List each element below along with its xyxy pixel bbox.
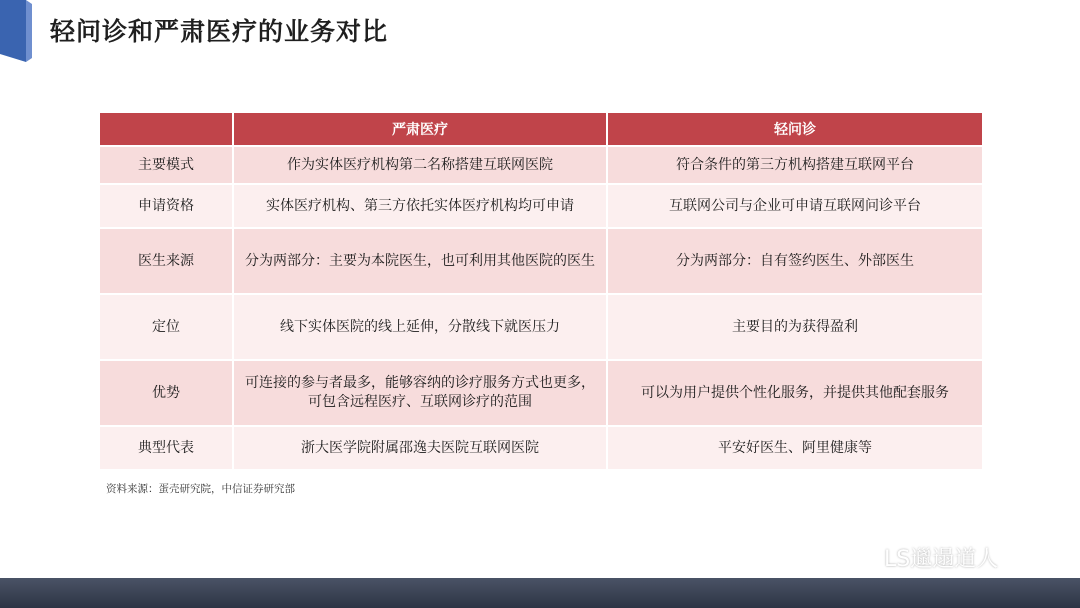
table-header-row bbox=[99, 112, 983, 146]
cell-serious: 浙大医学院附属邵逸夫医院互联网医院 bbox=[233, 426, 607, 470]
cell-light: 互联网公司与企业可申请互联网问诊平台 bbox=[607, 184, 983, 228]
cell-light: 主要目的为获得盈利 bbox=[607, 294, 983, 360]
watermark-text: LS邋遢道人 bbox=[884, 547, 999, 572]
cell-serious: 线下实体医院的线上延伸，分散线下就医压力 bbox=[233, 294, 607, 360]
table-row bbox=[99, 294, 983, 360]
header-cell-serious-medical: 严肃医疗 bbox=[233, 112, 607, 146]
table-row bbox=[99, 146, 983, 184]
row-label: 申请资格 bbox=[99, 184, 233, 228]
row-label: 主要模式 bbox=[99, 146, 233, 184]
cell-serious: 作为实体医疗机构第二名称搭建互联网医院 bbox=[233, 146, 607, 184]
cell-serious: 分为两部分：主要为本院医生，也可利用其他医院的医生 bbox=[233, 228, 607, 294]
cell-light: 平安好医生、阿里健康等 bbox=[607, 426, 983, 470]
table-row bbox=[99, 360, 983, 426]
table-row bbox=[99, 426, 983, 470]
cell-light: 分为两部分：自有签约医生、外部医生 bbox=[607, 228, 983, 294]
comparison-table bbox=[98, 111, 984, 471]
cell-light: 可以为用户提供个性化服务，并提供其他配套服务 bbox=[607, 360, 983, 426]
bottom-bar bbox=[0, 578, 1080, 608]
row-label: 优势 bbox=[99, 360, 233, 426]
row-label: 医生来源 bbox=[99, 228, 233, 294]
wechat-icon bbox=[850, 546, 878, 570]
header-cell-light-consult: 轻问诊 bbox=[607, 112, 983, 146]
page-title: 轻问诊和严肃医疗的业务对比 bbox=[50, 17, 389, 46]
cell-light: 符合条件的第三方机构搭建互联网平台 bbox=[607, 146, 983, 184]
corner-ribbon-icon bbox=[0, 0, 36, 62]
cell-serious: 实体医疗机构、第三方依托实体医疗机构均可申请 bbox=[233, 184, 607, 228]
row-label: 典型代表 bbox=[99, 426, 233, 470]
header-cell-empty bbox=[99, 112, 233, 146]
row-label: 定位 bbox=[99, 294, 233, 360]
source-note: 资料来源：蛋壳研究院，中信证券研究部 bbox=[106, 483, 295, 495]
table-row bbox=[99, 228, 983, 294]
watermark bbox=[850, 542, 998, 573]
table-row bbox=[99, 184, 983, 228]
cell-serious: 可连接的参与者最多，能够容纳的诊疗服务方式也更多，可包含远程医疗、互联网诊疗的范围 bbox=[233, 360, 607, 426]
